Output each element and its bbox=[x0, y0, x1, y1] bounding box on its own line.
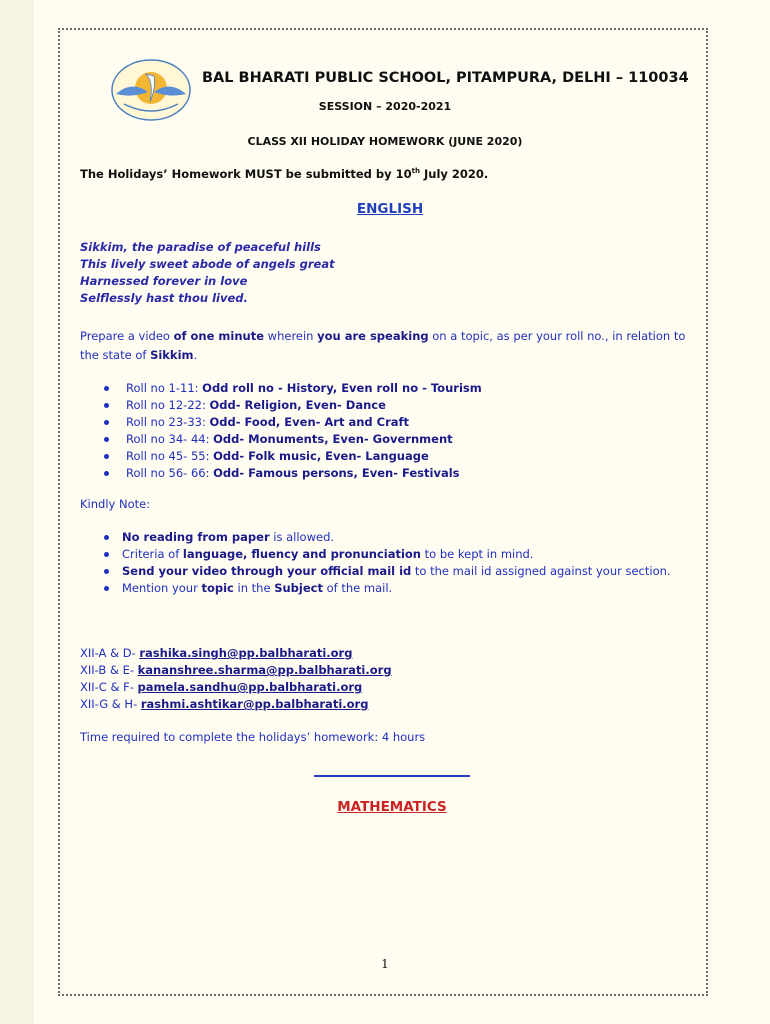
section-divider bbox=[314, 775, 470, 777]
email-row bbox=[80, 645, 392, 662]
deadline-date: July 2020. bbox=[420, 167, 489, 181]
note-text: to be kept in mind. bbox=[421, 547, 534, 561]
roll-topic: Odd roll no - History, Even roll no - Tourism bbox=[202, 381, 482, 395]
instruction-bold: Sikkim bbox=[150, 348, 194, 362]
instruction-text: wherein bbox=[264, 329, 318, 343]
instruction-text: . bbox=[193, 348, 198, 362]
school-name: BAL BHARATI PUBLIC SCHOOL, PITAMPURA, DELHI – 110034 bbox=[202, 70, 689, 86]
deadline-superscript: th bbox=[411, 167, 420, 176]
note-text: of the mail. bbox=[322, 581, 393, 595]
note-bold: Send your video through your official mail id bbox=[122, 564, 412, 578]
poem bbox=[80, 239, 335, 307]
roll-range: Roll no 12-22: bbox=[126, 398, 210, 412]
roll-topic: Odd- Food, Even- Art and Craft bbox=[209, 415, 410, 429]
deadline-text: The Holidays’ Homework MUST be submitted by 10 bbox=[80, 167, 412, 181]
email-row bbox=[80, 696, 392, 713]
class-title: CLASS XII HOLIDAY HOMEWORK (JUNE 2020) bbox=[247, 135, 523, 148]
list-item bbox=[100, 580, 692, 597]
kindly-note-label: Kindly Note: bbox=[80, 497, 151, 511]
roll-range: Roll no 45- 55: bbox=[126, 449, 214, 463]
page-number: 1 bbox=[381, 957, 389, 971]
list-item bbox=[100, 448, 482, 465]
time-required: Time required to complete the holidays’ homework: 4 hours bbox=[80, 730, 426, 744]
instruction-bold: of one minute bbox=[173, 329, 265, 343]
email-row bbox=[80, 662, 392, 679]
instruction-bold: you are speaking bbox=[317, 329, 429, 343]
section-label: XII-G & H- bbox=[80, 697, 141, 711]
teacher-email-list bbox=[80, 645, 392, 713]
mathematics-heading: MATHEMATICS bbox=[337, 799, 447, 815]
section-label: XII-A & D- bbox=[80, 646, 140, 660]
instruction-text: Prepare a video bbox=[80, 329, 174, 343]
email-link[interactable]: kananshree.sharma@pp.balbharati.org bbox=[137, 663, 392, 677]
poem-line: Sikkim, the paradise of peaceful hills bbox=[80, 240, 321, 254]
video-instruction bbox=[80, 327, 690, 365]
list-item bbox=[100, 380, 482, 397]
instruction-text: on a topic, as per your roll no., in relation to the state of bbox=[80, 329, 686, 362]
note-text: is allowed. bbox=[269, 530, 335, 544]
poem-line: Harnessed forever in love bbox=[80, 274, 248, 288]
list-item bbox=[100, 397, 482, 414]
list-item bbox=[100, 529, 692, 546]
roll-range: Roll no 34- 44: bbox=[126, 432, 214, 446]
note-text: in the bbox=[233, 581, 275, 595]
note-text: Mention your bbox=[122, 581, 202, 595]
poem-line: This lively sweet abode of angels great bbox=[80, 257, 335, 271]
email-link[interactable]: pamela.sandhu@pp.balbharati.org bbox=[137, 680, 363, 694]
poem-line: Selflessly hast thou lived. bbox=[80, 291, 248, 305]
note-bold: language, fluency and pronunciation bbox=[182, 547, 421, 561]
roll-topic-list bbox=[100, 380, 482, 482]
note-text: to the mail id assigned against your section. bbox=[411, 564, 671, 578]
roll-topic: Odd- Famous persons, Even- Festivals bbox=[213, 466, 460, 480]
list-item bbox=[100, 546, 692, 563]
roll-range: Roll no 23-33: bbox=[126, 415, 210, 429]
submission-deadline bbox=[80, 167, 488, 181]
note-list bbox=[100, 529, 692, 597]
section-label: XII-B & E- bbox=[80, 663, 138, 677]
note-bold: topic bbox=[201, 581, 234, 595]
note-bold: Subject bbox=[274, 581, 323, 595]
roll-range: Roll no 1-11: bbox=[126, 381, 203, 395]
roll-topic: Odd- Religion, Even- Dance bbox=[209, 398, 386, 412]
email-link[interactable]: rashika.singh@pp.balbharati.org bbox=[139, 646, 353, 660]
list-item bbox=[100, 563, 692, 580]
roll-topic: Odd- Monuments, Even- Government bbox=[213, 432, 453, 446]
list-item bbox=[100, 431, 482, 448]
note-text: Criteria of bbox=[122, 547, 183, 561]
email-link[interactable]: rashmi.ashtikar@pp.balbharati.org bbox=[140, 697, 369, 711]
english-heading: ENGLISH bbox=[356, 201, 424, 217]
list-item bbox=[100, 465, 482, 482]
session-line: SESSION – 2020-2021 bbox=[318, 100, 452, 113]
roll-topic: Odd- Folk music, Even- Language bbox=[213, 449, 429, 463]
section-label: XII-C & F- bbox=[80, 680, 138, 694]
email-row bbox=[80, 679, 392, 696]
roll-range: Roll no 56- 66: bbox=[126, 466, 214, 480]
list-item bbox=[100, 414, 482, 431]
note-bold: No reading from paper bbox=[122, 530, 270, 544]
